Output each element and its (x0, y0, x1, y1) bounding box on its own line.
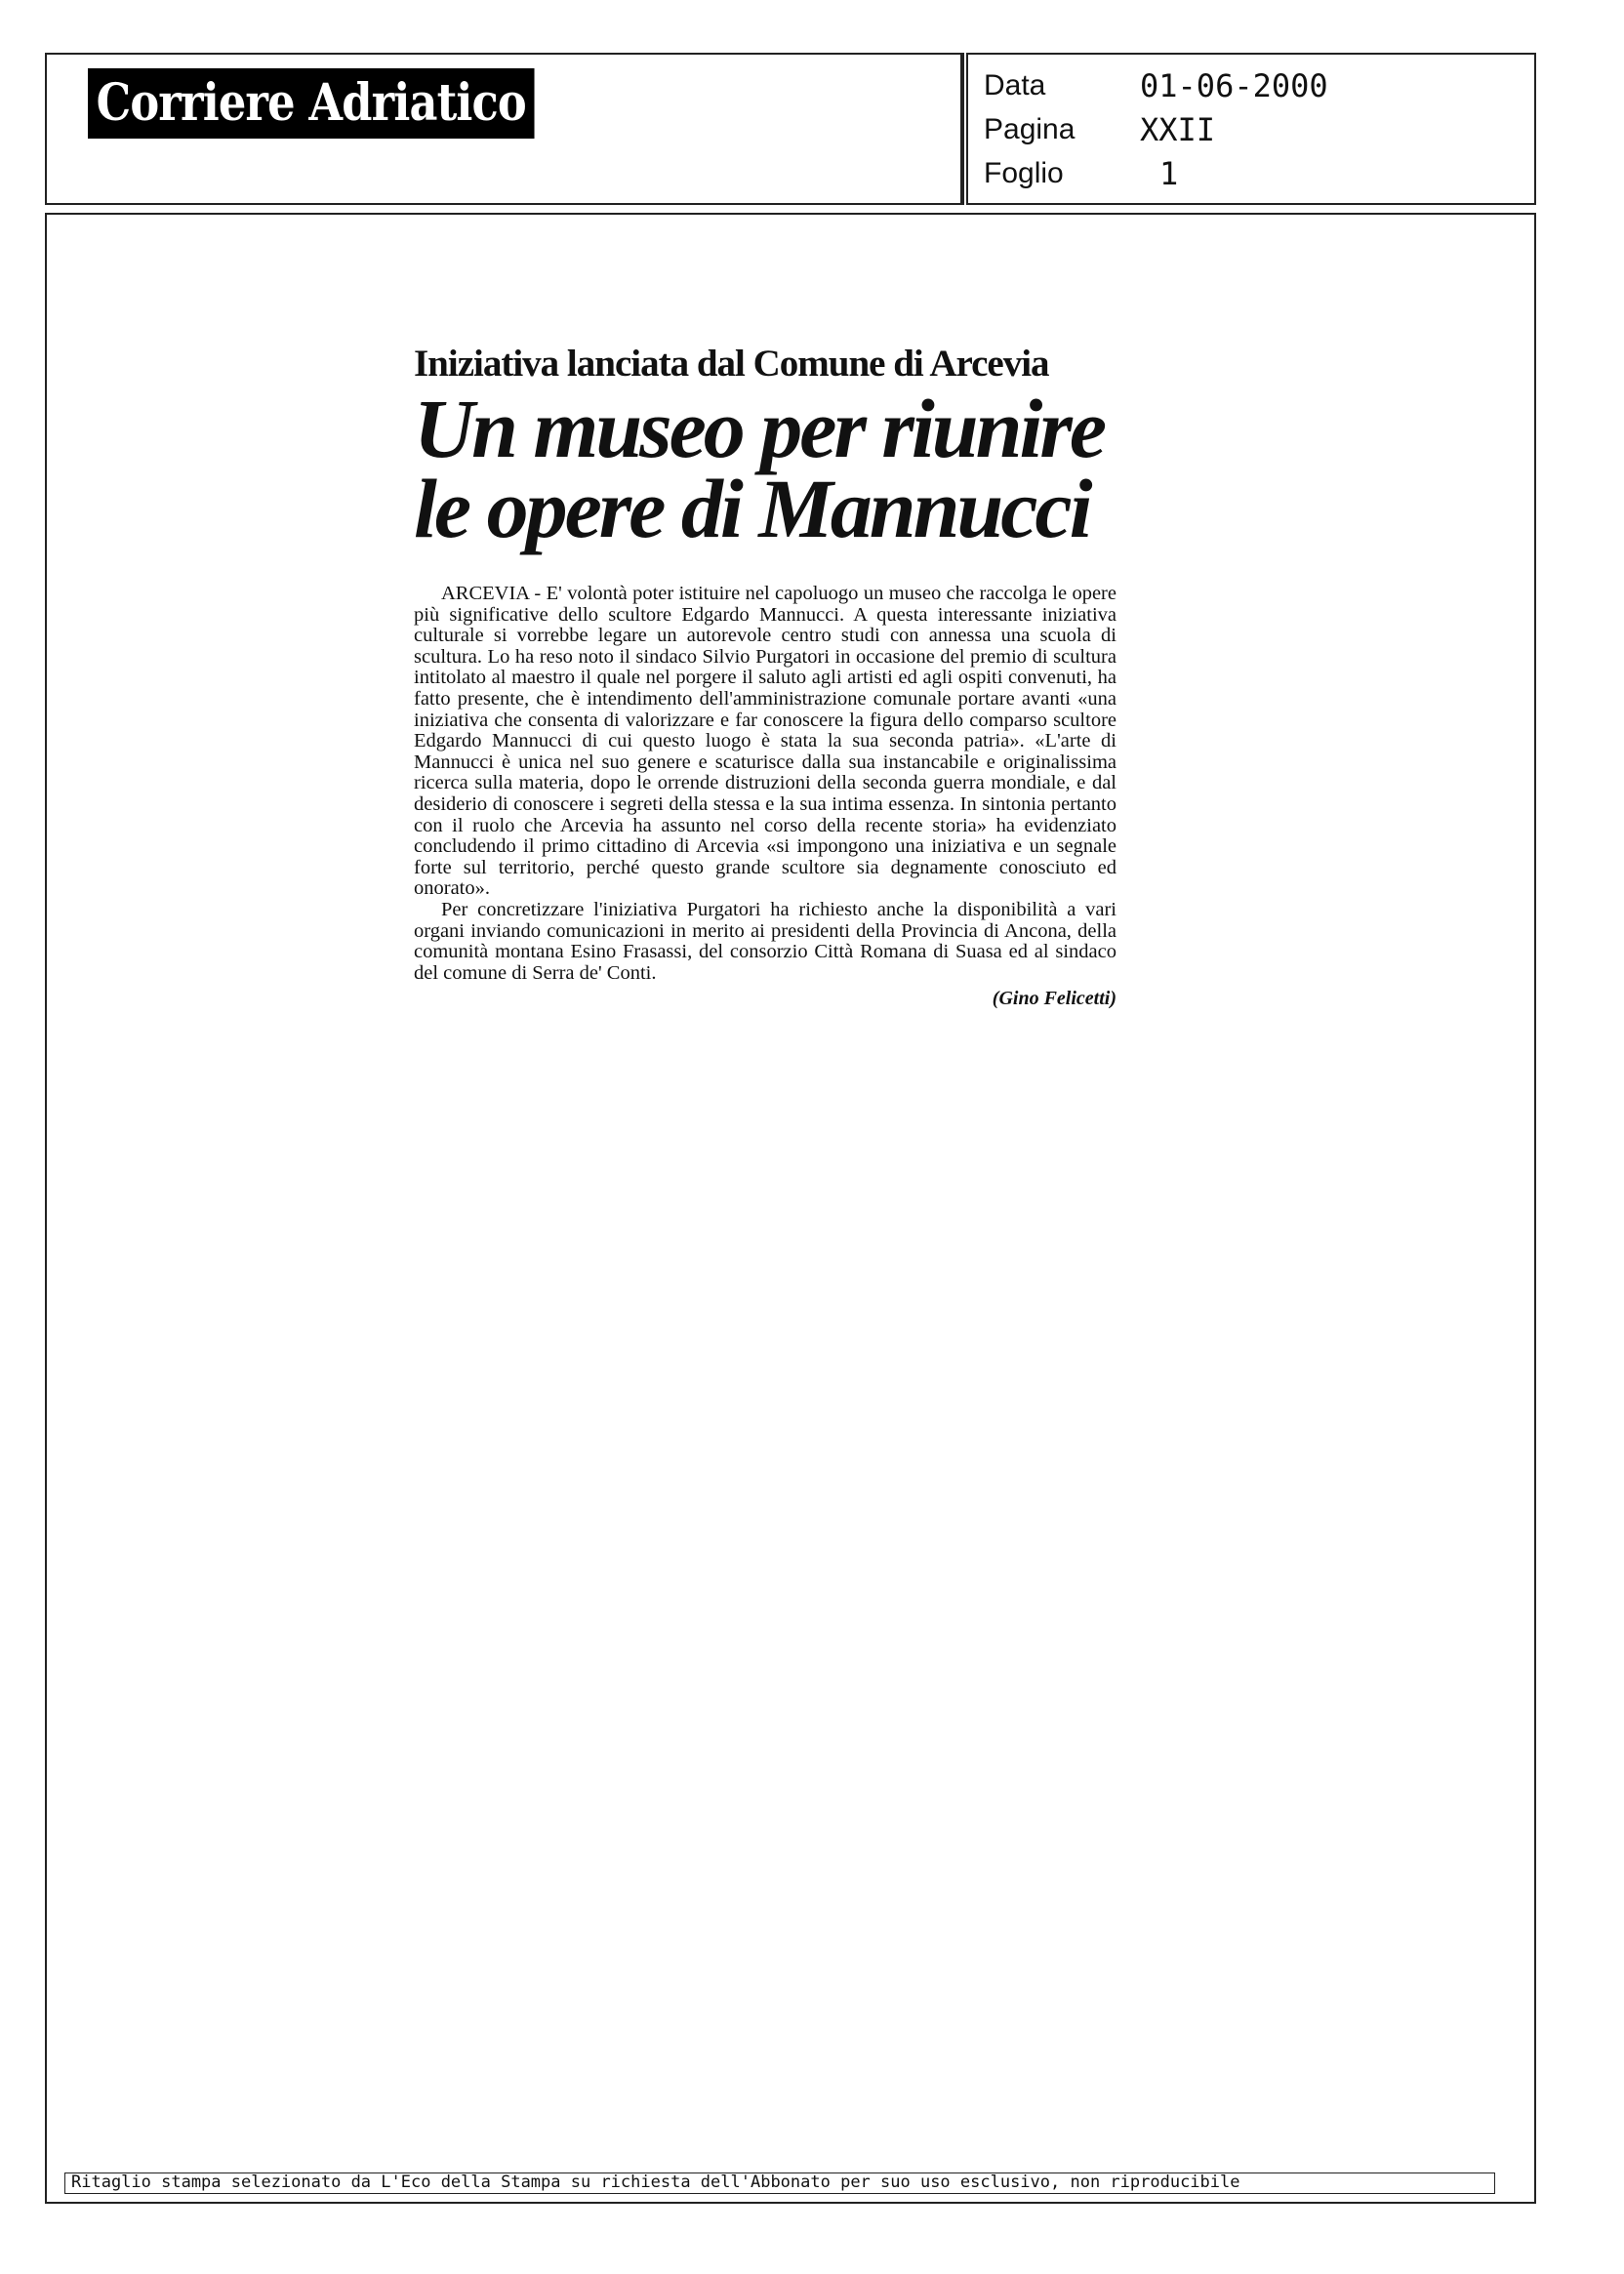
meta-label-date: Data (984, 69, 1046, 102)
article-byline: (Gino Felicetti) (992, 988, 1116, 1010)
article-kicker: Iniziativa lanciata dal Comune di Arcevia (414, 343, 1049, 385)
clipping-footer-note: Ritaglio stampa selezionato da L'Eco della Stampa su richiesta dell'Abbonato per suo uso esclusivo, non riproducibile (64, 2172, 1495, 2194)
article-headline (414, 382, 1116, 555)
meta-value-date: 01-06-2000 (1140, 67, 1328, 104)
headline-line-1: Un museo per riunire (414, 382, 1104, 475)
meta-row-date (984, 64, 1511, 107)
newspaper-masthead: Corriere Adriatico (88, 68, 534, 139)
meta-label-page: Pagina (984, 113, 1076, 145)
article-body (414, 584, 1116, 984)
metadata-box (966, 53, 1536, 205)
headline-line-2: le opere di Mannucci (414, 462, 1090, 555)
article-paragraph-1: ARCEVIA - E' volontà poter istituire nel capoluogo un museo che raccolga le opere più significative dello scultore Edgardo Mannucci. A questa interessante iniziativa culturale si vorrebbe legare un autorevole centro studi con annessa una scuola di scultura. Lo ha reso noto il sindaco Silvio Purgatori in occasione del premio di scultura intitolato al maestro il quale nel porgere il saluto agli artisti ed agli ospiti convenuti, ha fatto presente, che è intendimento dell'amministrazione comunale portare avanti «una iniziativa che consenta di valorizzare e far conoscere la figura dello comparso scultore Edgardo Mannucci di cui questo luogo è stata la sua seconda patria». «L'arte di Mannucci è unica nel suo genere e scaturisce dalla sua instancabile e originalissima ricerca sulla materia, dopo le orrende distruzioni della seconda guerra mondiale, e dal desiderio di conoscere i segreti della stessa e la sua intima essenza. In sintonia pertanto con il ruolo che Arcevia ha assunto nel corso della recente storia» ha evidenziato concludendo il primo cittadino di Arcevia «si impongono una iniziativa e un segnale forte sul territorio, perché questo grande scultore sia degnamente conosciuto ed onorato». (414, 583, 1116, 900)
meta-row-page (984, 108, 1511, 151)
article-paragraph-2: Per concretizzare l'iniziativa Purgatori ha richiesto anche la disponibilità a vari organi inviando comunicazioni in merito ai presidenti della Provincia di Ancona, della comunità montana Esino Frasassi, del consorzio Città Romana di Suasa ed al sindaco del comune di Serra de' Conti. (414, 898, 1116, 984)
meta-label-sheet: Foglio (984, 157, 1064, 189)
meta-row-sheet (984, 152, 1511, 195)
masthead-box (45, 53, 962, 205)
meta-value-sheet: 1 (1159, 155, 1179, 192)
article (414, 342, 1116, 1010)
meta-value-page: XXII (1140, 111, 1216, 148)
